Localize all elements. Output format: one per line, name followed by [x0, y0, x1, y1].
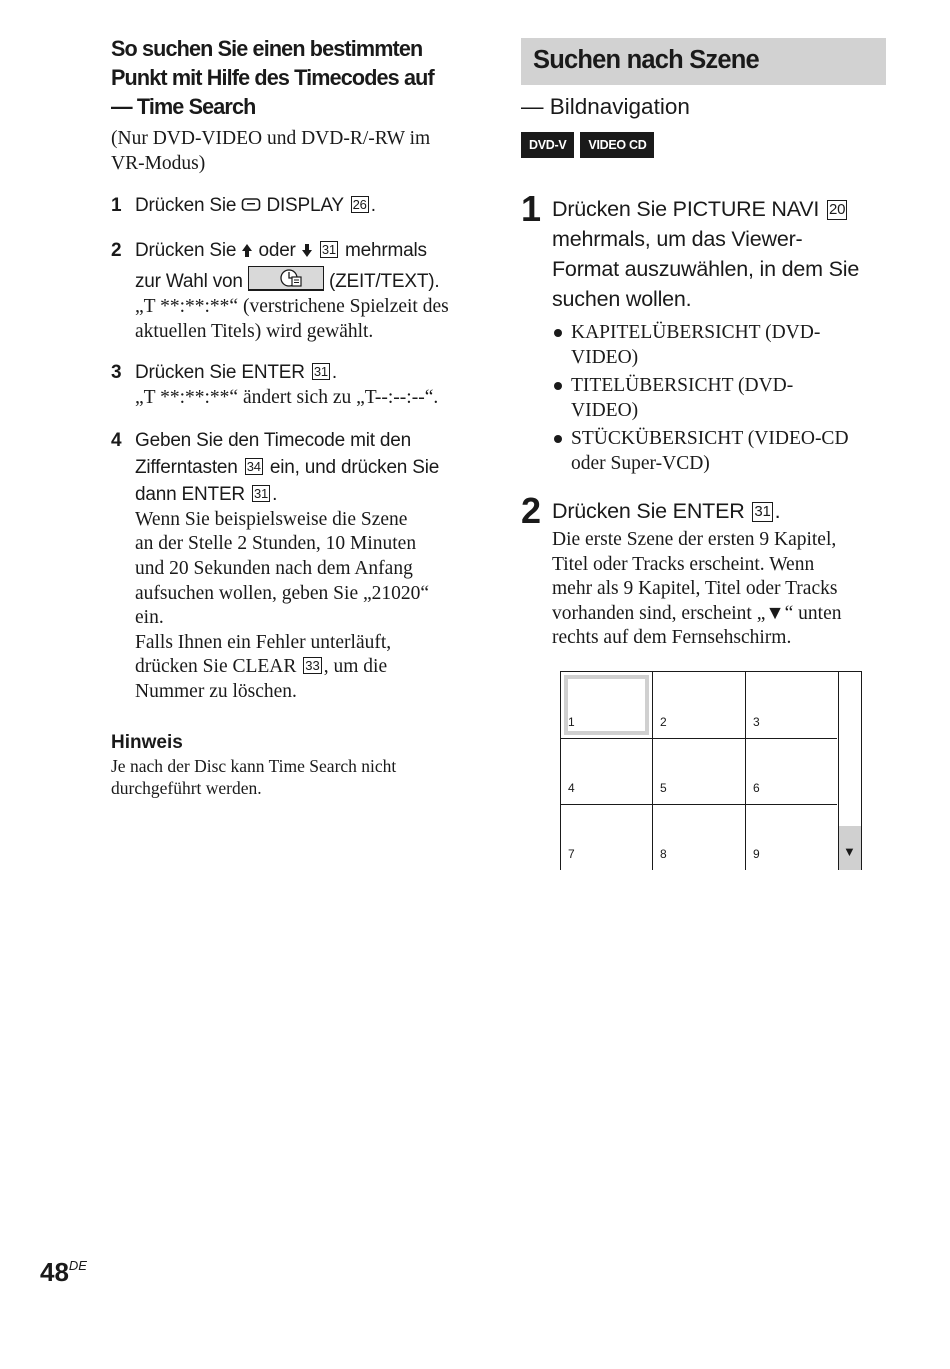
thumbnail-label: 2: [660, 715, 667, 729]
viewer-format-list: [552, 320, 886, 476]
step-instruction: [135, 454, 481, 481]
list-item: [552, 320, 886, 370]
step-number: 2: [521, 490, 541, 531]
applicability-note: [111, 126, 481, 176]
note-line: (Nur DVD-VIDEO und DVD-R/-RW im: [111, 128, 431, 149]
button-ref-badge: 31: [754, 503, 771, 520]
step-text: .: [774, 499, 781, 523]
list-item-line: VIDEO): [571, 347, 639, 368]
step-instruction: [135, 359, 481, 386]
step-text: DISPLAY: [261, 195, 349, 216]
body-line: „T **:**:**“ (verstrichene Spielzeit des: [135, 296, 449, 317]
body-text: drücken Sie CLEAR: [135, 656, 302, 678]
step-number: 2: [111, 240, 122, 261]
right-column: [521, 38, 886, 651]
body-line: rechts auf dem Fernsehschirm.: [552, 627, 792, 649]
heading-line: So suchen Sie einen bestimmten: [111, 36, 423, 61]
step-text: Drücken Sie PICTURE NAVI: [552, 197, 825, 221]
button-ref-badge: 31: [321, 242, 336, 257]
step-3: [111, 359, 481, 411]
step-1: [521, 188, 886, 476]
body-line: aufsuchen wollen, geben Sie „21020“: [135, 582, 430, 604]
body-line: Falls Ihnen ein Fehler unterläuft,: [135, 631, 392, 653]
step-instruction: Geben Sie den Timecode mit den: [135, 429, 412, 451]
step-text: oder: [253, 240, 301, 261]
triangle-down-icon: ▼: [843, 844, 856, 859]
step-1: [111, 192, 481, 221]
step-explanation: [552, 528, 886, 651]
step-number: 1: [521, 188, 541, 229]
step-instruction: mehrmals, um das Viewer-: [552, 227, 803, 251]
thumbnail-label: 8: [660, 847, 667, 861]
time-text-menu-icon: [248, 266, 324, 291]
body-line: vorhanden sind, erscheint „▼“ unten: [552, 602, 842, 624]
body-line: Wenn Sie beispielsweise die Szene: [135, 508, 408, 530]
picture-navigation-grid: [560, 671, 862, 870]
step-text: Drücken Sie ENTER: [135, 362, 310, 384]
body-line: [135, 655, 481, 680]
step-instruction: suchen wollen.: [552, 287, 692, 311]
video-cd-badge: VIDEO CD: [580, 132, 654, 158]
list-item-line: VIDEO): [571, 400, 639, 421]
note-line: VR-Modus): [111, 153, 206, 174]
time-search-heading: [111, 34, 481, 121]
thumbnail-label: 6: [753, 781, 760, 795]
step-instruction: [135, 192, 481, 221]
body-line: Nummer zu löschen.: [135, 680, 297, 702]
thumbnail-label: 3: [753, 715, 760, 729]
button-ref-badge: 31: [254, 485, 269, 501]
arrow-down-icon: [301, 239, 313, 266]
list-item: [552, 373, 886, 423]
list-item-line: KAPITELÜBERSICHT (DVD-: [571, 322, 821, 343]
selected-thumbnail-highlight: [564, 675, 649, 735]
step-instruction: [135, 237, 481, 266]
grid-divider: [561, 738, 837, 739]
body-line: ein.: [135, 607, 164, 629]
step-instruction: [135, 481, 481, 508]
list-item-line: oder Super-VCD): [571, 453, 710, 474]
heading-line: Punkt mit Hilfe des Timecodes auf: [111, 65, 434, 90]
step-text: mehrmals: [339, 240, 427, 261]
body-line: aktuellen Titels) wird gewählt.: [135, 320, 374, 342]
left-column: [111, 34, 481, 800]
step-text: .: [331, 362, 337, 384]
section-heading-band: [521, 38, 886, 85]
thumbnail-label: 7: [568, 847, 575, 861]
step-text: Drücken Sie ENTER: [552, 499, 751, 523]
note-line: Je nach der Disc kann Time Search nicht: [111, 755, 397, 776]
list-item-line: STÜCKÜBERSICHT (VIDEO-CD: [571, 428, 849, 449]
step-instruction: [135, 266, 481, 295]
step-number: 3: [111, 362, 122, 384]
step-number: 1: [111, 195, 122, 216]
note-body: [111, 755, 481, 800]
language-code: DE: [68, 1258, 87, 1273]
heading-line: — Time Search: [111, 94, 256, 119]
disc-badges: [521, 132, 886, 158]
body-line: und 20 Sekunden nach dem Anfang: [135, 557, 413, 579]
scrollbar[interactable]: [838, 672, 861, 870]
step-explanation: [135, 386, 481, 411]
step-text: .: [370, 195, 376, 216]
grid-divider: [561, 804, 837, 805]
body-line: mehr als 9 Kapitel, Titel oder Tracks: [552, 578, 838, 600]
step-text: ein, und drücken Sie: [264, 456, 440, 478]
body-line: Die erste Szene der ersten 9 Kapitel,: [552, 529, 837, 550]
body-line: Titel oder Tracks erscheint. Wenn: [552, 553, 815, 575]
grid-divider: [745, 672, 746, 870]
button-ref-badge: 33: [305, 658, 320, 674]
step-text: Drücken Sie: [135, 240, 242, 261]
dvd-v-badge: DVD-V: [521, 132, 574, 158]
display-icon: [241, 194, 261, 221]
step-instruction: Format auszuwählen, in dem Sie: [552, 257, 860, 281]
grid-divider: [652, 672, 653, 870]
thumbnail-label: 5: [660, 781, 667, 795]
thumbnail-label: 1: [568, 715, 575, 729]
step-text: zur Wahl von: [135, 271, 248, 292]
step-2: [111, 237, 481, 344]
step-4: [111, 427, 481, 705]
page-number-value: 48: [40, 1257, 69, 1287]
note-line: durchgeführt werden.: [111, 778, 262, 799]
step-text: Drücken Sie: [135, 195, 242, 216]
list-item-line: TITELÜBERSICHT (DVD-: [571, 375, 794, 396]
step-explanation: [135, 508, 481, 705]
section-subtitle: — Bildnavigation: [521, 94, 690, 119]
body-line: „T **:**:**“ ändert sich zu „T--:--:--“.: [135, 387, 439, 409]
step-explanation: [135, 295, 481, 344]
step-text: .: [272, 483, 278, 505]
step-text: Zifferntasten: [135, 456, 243, 478]
body-text: , um die: [323, 656, 388, 678]
step-text: dann ENTER: [135, 483, 251, 505]
thumbnail-label: 9: [753, 847, 760, 861]
body-line: an der Stelle 2 Stunden, 10 Minuten: [135, 533, 417, 555]
list-item: [552, 426, 886, 476]
note-heading: Hinweis: [111, 731, 183, 753]
step-instruction: [552, 194, 886, 224]
button-ref-badge: 26: [352, 197, 367, 212]
thumbnail-label: 4: [568, 781, 575, 795]
section-title: Suchen nach Szene: [533, 46, 759, 74]
button-ref-badge: 31: [313, 364, 328, 380]
step-2: [521, 490, 886, 651]
button-ref-badge: 20: [828, 201, 846, 218]
page-number: [40, 1257, 87, 1288]
step-instruction: [552, 496, 886, 526]
step-text: (ZEIT/TEXT).: [323, 271, 440, 292]
button-ref-badge: 34: [246, 458, 261, 474]
scroll-down-button[interactable]: [839, 826, 861, 870]
arrow-up-icon: [241, 239, 253, 266]
step-number: 4: [111, 429, 122, 451]
